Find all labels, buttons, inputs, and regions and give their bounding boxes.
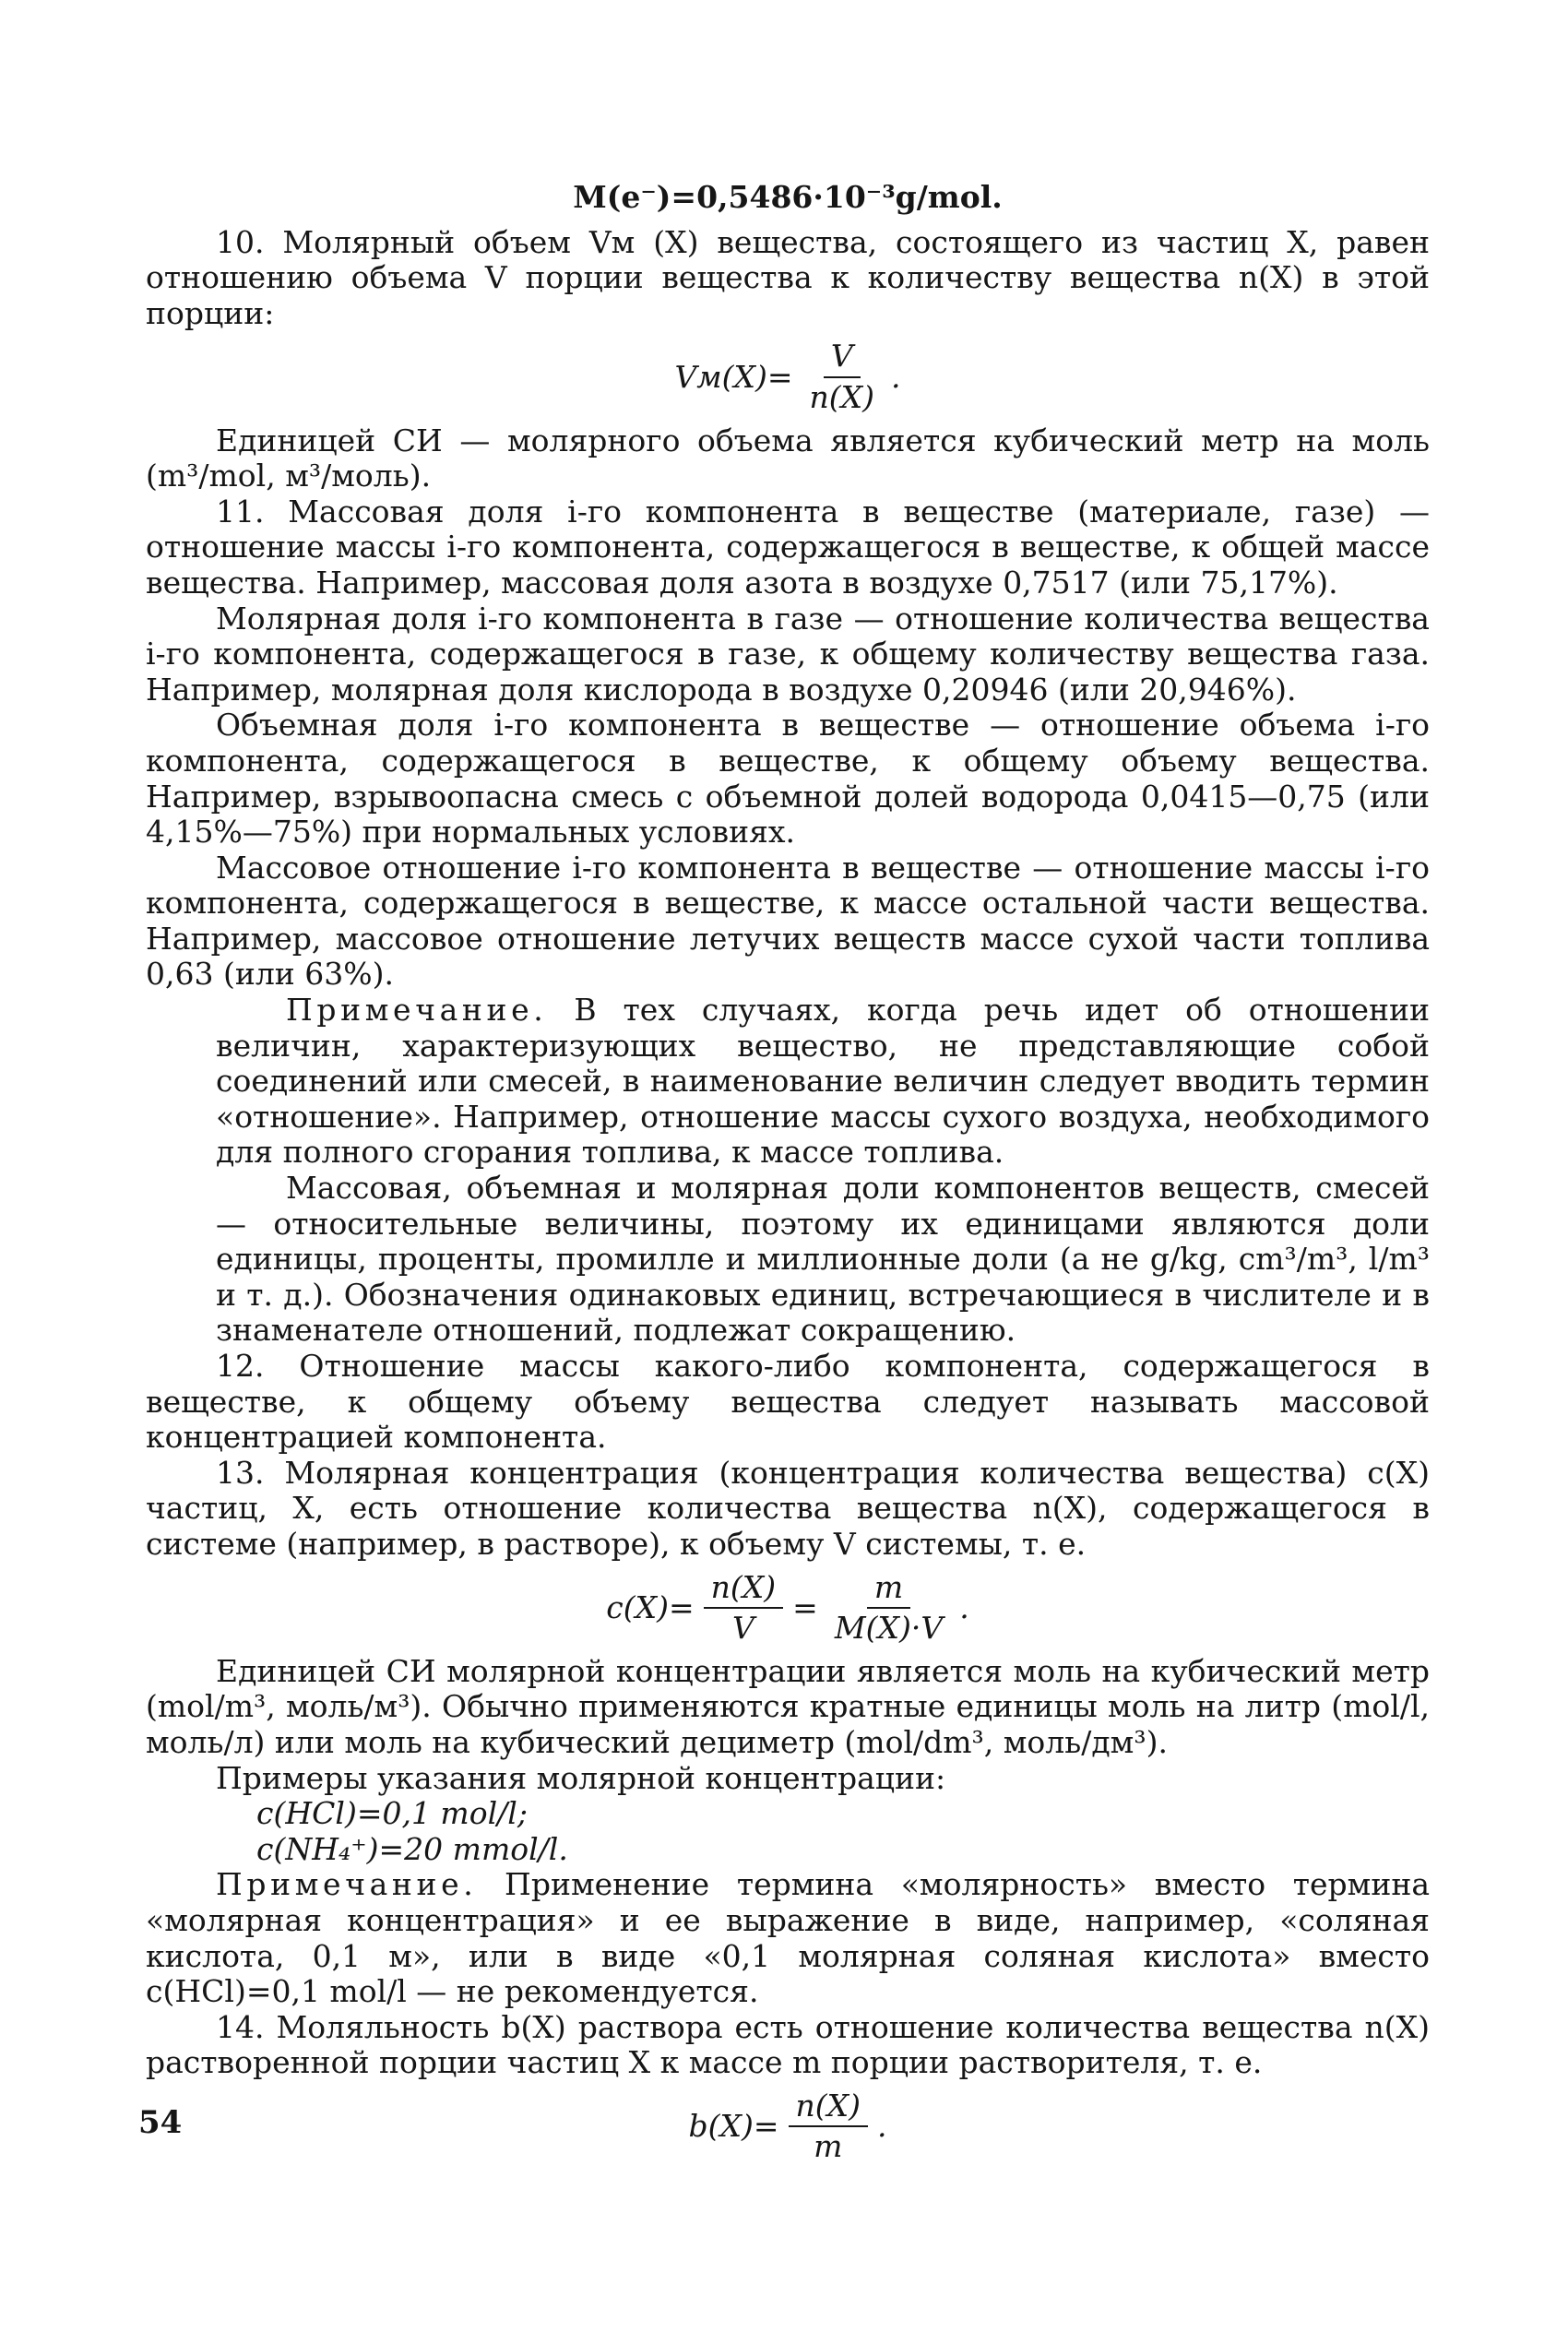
- fraction: $\frac{V}{n(X)}$: [809, 338, 875, 415]
- paragraph-11-volume-fraction: Объемная доля i-го компонента в веществе — отношение объема i-го компонента, содержащегося в веществе, к общему объему вещества. Например, взрывоопасна смесь с объемной долей водорода 0,0415—0,75 (или 4,15%—75%) при нормальных условиях.: [146, 707, 1430, 851]
- paragraph-13: 13. Молярная концентрация (концентрация количества вещества) c(X) частиц, X, есть отношение количества вещества n(X), содержащегося в системе (например, в растворе), к объему V системы, т. е.: [146, 1454, 1430, 1562]
- example-nh4: c(NH₄⁺)=20 mmol/l.: [256, 1830, 568, 1867]
- molar-concentration-formula: c(X)= $\frac{n(X)}{V}$ = $\frac{m}{M(X)\cdot V}$ .: [606, 1568, 969, 1647]
- paragraph-10: 10. Молярный объем Vм (X) вещества, состоящего из частиц X, равен отношению объема V порции вещества к количеству вещества n(X) в этой порции:: [146, 223, 1430, 331]
- paragraph-14: 14. Моляльность b(X) раствора есть отношение количества вещества n(X) растворенной порции частиц X к массе m порции растворителя, т. е.: [146, 2008, 1430, 2081]
- page-number: 54: [138, 2104, 183, 2141]
- note-1-continued: Массовая, объемная и молярная доли компонентов веществ, смесей — относительные величины, поэтому их единицами являются доли единицы, проценты, промилле и миллионные доли (а не g/kg, cm³/m³, l/m³ и т. д.). Обозначения одинаковых единиц, встречающиеся в числителе и в знаменателе отношений, подлежат сокращению.: [216, 1170, 1430, 1349]
- paragraph-11-mass-ratio: Массовое отношение i-го компонента в веществе — отношение массы i-го компонента, содержащегося в веществе, к массе остальной части вещества. Например, массовое отношение летучих веществ массе сухой части топлива 0,63 (или 63%).: [146, 849, 1430, 993]
- note-2: Примечание. Применение термина «молярность» вместо термина «молярная концентрация» и ее выражение в виде, например, «соляная кислота, 0,1 м», или в виде «0,1 молярная соляная кислота» вместо c(HCl)=0,1 mol/l — не рекомендуется.: [146, 1866, 1430, 2010]
- paragraph-10-unit: Единицей СИ — молярного объема является кубический метр на моль (m³/mol, м³/моль).: [146, 422, 1430, 494]
- example-hcl: c(HCl)=0,1 mol/l;: [256, 1795, 528, 1832]
- electron-mass-formula: M(e⁻)=0,5486·10⁻³g/mol.: [573, 179, 1003, 215]
- paragraph-11-molar-fraction: Молярная доля i-го компонента в газе — отношение количества вещества i-го компонента, содержащегося в газе, к общему количеству вещества газа. Например, молярная доля кислорода в воздухе 0,20946 (или 20,946%).: [146, 600, 1430, 708]
- note-label: Примечание.: [286, 992, 548, 1029]
- molality-formula: b(X)= $\frac{n(X)}{m}$ .: [688, 2087, 887, 2165]
- examples-intro: Примеры указания молярной концентрации:: [216, 1759, 946, 1796]
- note-1: Примечание. В тех случаях, когда речь идет об отношении величин, характеризующих вещество, не представляющие собой соединений или смесей, в наименование величин следует вводить термин «отношение». Например, отношение массы сухого воздуха, необходимого для полного сгорания топлива, к массе топлива.: [216, 992, 1430, 1171]
- molar-volume-formula: Vм(X)= $\frac{V}{n(X)}$ .: [674, 338, 901, 415]
- fraction: $\frac{m}{M(X)\cdot V}$: [834, 1568, 944, 1647]
- fraction: $\frac{n(X)}{m}$: [789, 2088, 869, 2165]
- note-label: Примечание.: [216, 1866, 478, 1903]
- paragraph-12: 12. Отношение массы какого-либо компонента, содержащегося в веществе, к общему объему вещества следует называть массовой концентрацией компонента.: [146, 1348, 1430, 1456]
- fraction: $\frac{n(X)}{V}$: [704, 1570, 784, 1647]
- paragraph-11: 11. Массовая доля i-го компонента в веществе (материале, газе) — отношение массы i-го компонента, содержащегося в веществе, к общей массе вещества. Например, массовая доля азота в воздухе 0,7517 (или 75,17%).: [146, 493, 1430, 601]
- paragraph-13-unit: Единицей СИ молярной концентрации является моль на кубический метр (mol/m³, моль/м³). Обычно применяются кратные единицы моль на литр (mol/l, моль/л) или моль на кубический дециметр (mol/dm³, моль/дм³).: [146, 1652, 1430, 1760]
